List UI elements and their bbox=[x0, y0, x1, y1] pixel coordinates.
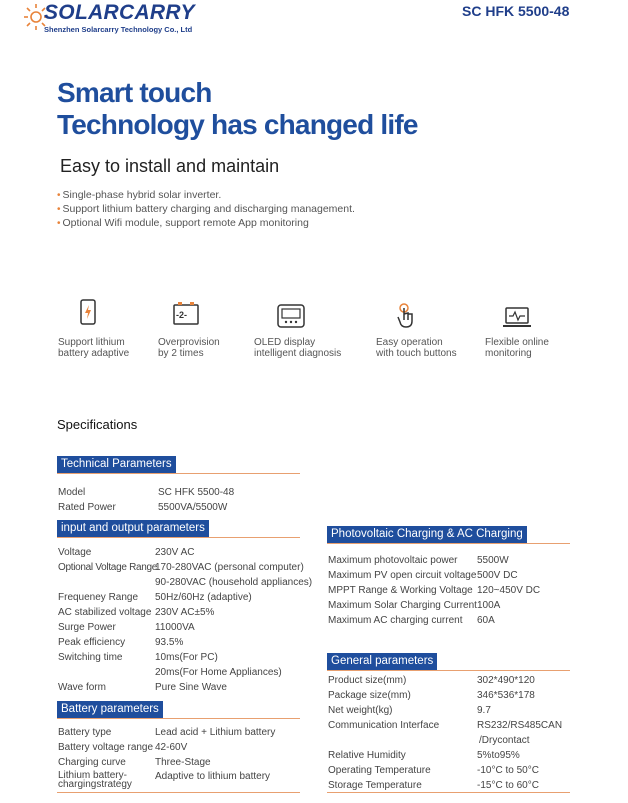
section-divider bbox=[57, 792, 300, 793]
specifications-title: Specifications bbox=[57, 417, 138, 432]
spec-label: MPPT Range & Working Voltage bbox=[328, 585, 473, 596]
spec-value: 5500VA/5500W bbox=[158, 502, 228, 513]
bullet-text: Optional Wifi module, support remote App monitoring bbox=[62, 217, 309, 229]
spec-value: 42-60V bbox=[155, 742, 188, 753]
model-header: SC HFK 5500-48 bbox=[462, 3, 570, 19]
hero-title-line1: Smart touch bbox=[57, 77, 212, 108]
section-divider bbox=[327, 543, 570, 544]
spec-label: Frequeney Range bbox=[58, 592, 139, 603]
spec-value: /Drycontact bbox=[479, 735, 530, 746]
feature-label: Easy operation with touch buttons bbox=[376, 337, 457, 359]
spec-label: Net weight(kg) bbox=[328, 705, 393, 716]
tagline: Easy to install and maintain bbox=[60, 156, 280, 176]
spec-label: Switching time bbox=[58, 652, 123, 663]
spec-value: RS232/RS485CAN bbox=[477, 720, 563, 731]
spec-value: 100A bbox=[477, 600, 501, 611]
spec-value: Pure Sine Wave bbox=[155, 682, 227, 693]
oled-display-icon bbox=[277, 303, 305, 329]
spec-label: Maximum AC charging current bbox=[328, 615, 463, 626]
spec-label: Wave form bbox=[58, 682, 106, 693]
spec-label: Model bbox=[58, 487, 86, 498]
spec-label: AC stabilized voltage bbox=[58, 607, 152, 618]
bullet-text: Single-phase hybrid solar inverter. bbox=[62, 189, 222, 201]
spec-label: Voltage bbox=[58, 547, 92, 558]
feature-label: Overprovision by 2 times bbox=[158, 337, 220, 359]
spec-label: Maximum photovoltaic power bbox=[328, 555, 458, 566]
feature-label: Flexible online monitoring bbox=[485, 337, 549, 359]
spec-label: Relative Humidity bbox=[328, 750, 406, 761]
hero-title-line2: Technology has changed life bbox=[57, 109, 418, 140]
spec-value: 60A bbox=[477, 615, 495, 626]
section-divider bbox=[57, 537, 300, 538]
spec-label: Communication Interface bbox=[328, 720, 440, 731]
bullet-item: • Single-phase hybrid solar inverter. bbox=[57, 189, 222, 201]
spec-value: SC HFK 5500-48 bbox=[158, 487, 235, 498]
spec-label: Package size(mm) bbox=[328, 690, 411, 701]
section-divider bbox=[57, 718, 300, 719]
section-heading: input and output parameters bbox=[57, 520, 209, 537]
spec-value: 170-280VAC (personal computer) bbox=[155, 562, 304, 573]
spec-value: Adaptive to lithium battery bbox=[155, 771, 271, 782]
feature-label: Support lithium battery adaptive bbox=[58, 337, 130, 359]
spec-value: -10°C to 50°C bbox=[477, 765, 539, 776]
spec-label: Storage Temperature bbox=[328, 780, 422, 791]
brand-logo-text: SOLARCARRY bbox=[44, 1, 195, 24]
spec-value: Lead acid + Lithium battery bbox=[155, 727, 276, 738]
bullet-text: Support lithium battery charging and discharging management. bbox=[62, 203, 355, 215]
spec-value: 50Hz/60Hz (adaptive) bbox=[155, 592, 252, 603]
spec-value: 346*536*178 bbox=[477, 690, 535, 701]
spec-value: 20ms(For Home Appliances) bbox=[155, 667, 282, 678]
overprovision-badge: -2- bbox=[176, 310, 187, 320]
spec-value: 10ms(For PC) bbox=[155, 652, 218, 663]
spec-label: Surge Power bbox=[58, 622, 116, 633]
spec-label: Maximum PV open circuit voltage bbox=[328, 570, 477, 581]
section-heading: Technical Parameters bbox=[57, 456, 176, 473]
spec-value: 230V AC±5% bbox=[155, 607, 215, 618]
section-divider bbox=[57, 473, 300, 474]
spec-value: 5%to95% bbox=[477, 750, 520, 761]
section-heading: Battery parameters bbox=[57, 701, 163, 718]
spec-value: 500V DC bbox=[477, 570, 518, 581]
spec-value: 120~450V DC bbox=[477, 585, 541, 596]
spec-label: chargingstrategy bbox=[58, 779, 132, 790]
touch-icon bbox=[394, 302, 420, 328]
spec-value: 302*490*120 bbox=[477, 675, 535, 686]
company-name: Shenzhen Solarcarry Technology Co., Ltd bbox=[44, 25, 193, 34]
spec-value: 5500W bbox=[477, 555, 509, 566]
section-divider bbox=[327, 670, 570, 671]
laptop-monitor-icon bbox=[502, 305, 532, 331]
spec-label: Battery voltage range bbox=[58, 742, 154, 753]
spec-value: 230V AC bbox=[155, 547, 195, 558]
feature-label: OLED display intelligent diagnosis bbox=[254, 337, 342, 359]
section-heading: Photovoltaic Charging & AC Charging bbox=[327, 526, 527, 543]
spec-label: Peak efficiency bbox=[58, 637, 126, 648]
spec-value: 93.5% bbox=[155, 637, 184, 648]
spec-label: Charging curve bbox=[58, 757, 126, 768]
spec-label: Lithium battery- bbox=[58, 770, 127, 781]
section-divider bbox=[327, 792, 570, 793]
spec-label: Battery type bbox=[58, 727, 112, 738]
spec-value: 9.7 bbox=[477, 705, 491, 716]
bullet-item: • Support lithium battery charging and discharging management. bbox=[57, 203, 355, 215]
spec-label: Rated Power bbox=[58, 502, 116, 513]
bullet-item: • Optional Wifi module, support remote App monitoring bbox=[57, 217, 309, 229]
spec-label: Product size(mm) bbox=[328, 675, 407, 686]
section-heading: General parameters bbox=[327, 653, 437, 670]
spec-value: -15°C to 60°C bbox=[477, 780, 539, 791]
spec-value: 11000VA bbox=[155, 622, 195, 633]
spec-label: Maximum Solar Charging Current bbox=[328, 600, 477, 611]
spec-label: Operating Temperature bbox=[328, 765, 431, 776]
battery-icon bbox=[75, 299, 101, 325]
spec-value: Three-Stage bbox=[155, 757, 211, 768]
spec-label: Optional Voltage Range bbox=[58, 562, 158, 573]
spec-value: 90-280VAC (household appliances) bbox=[155, 577, 313, 588]
